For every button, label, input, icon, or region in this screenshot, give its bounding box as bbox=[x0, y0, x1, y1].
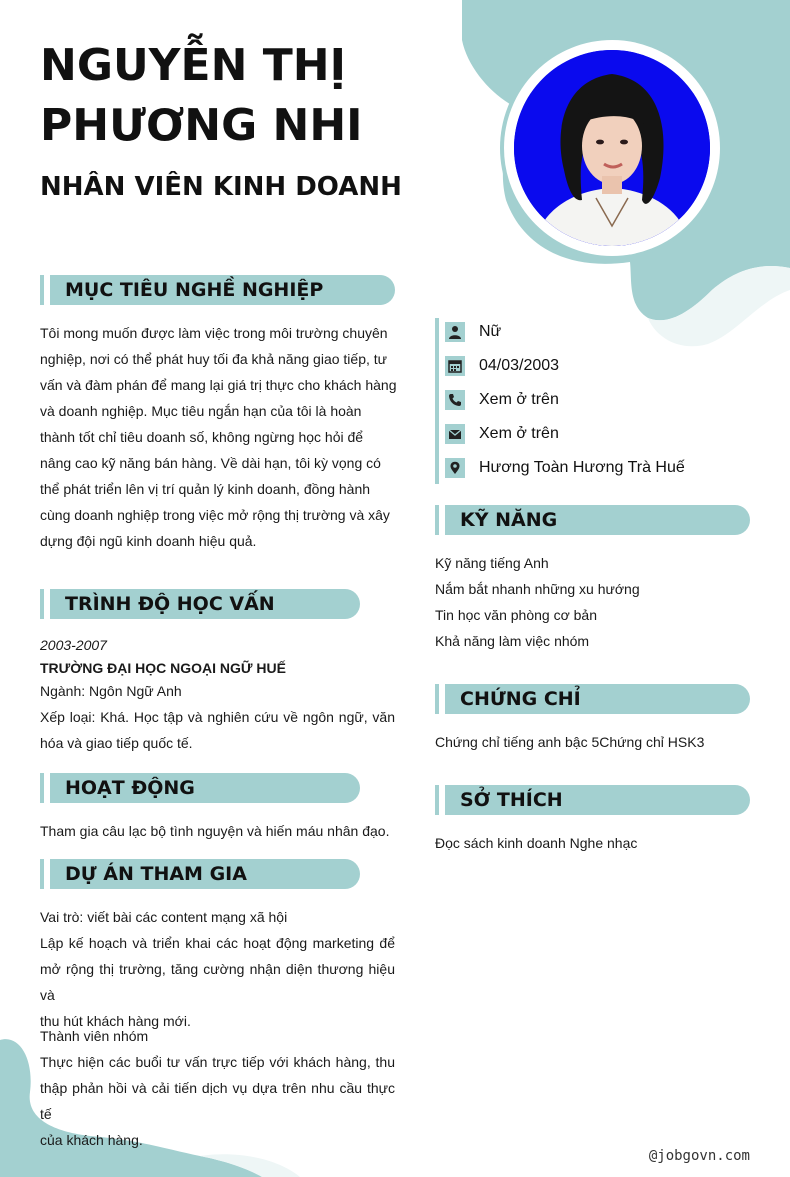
project-entry bbox=[40, 1023, 395, 1153]
skill-item: Khả năng làm việc nhóm bbox=[435, 633, 590, 649]
info-gender-value: Nữ bbox=[479, 323, 502, 340]
skills-list bbox=[435, 550, 755, 654]
objective-line: thành tốt chỉ tiêu doanh số, không ngừng học hỏi để bbox=[40, 429, 364, 445]
education-years: 2003-2007 bbox=[40, 637, 107, 653]
education-grade-line: hóa và giao tiếp quốc tế. bbox=[40, 735, 193, 751]
skill-item: Nắm bắt nhanh những xu hướng bbox=[435, 581, 640, 597]
info-address-value: Hương Toàn Hương Trà Huế bbox=[479, 459, 685, 476]
project-line: của khách hàng. bbox=[40, 1132, 143, 1148]
info-birthdate-value: 04/03/2003 bbox=[479, 357, 560, 374]
info-gender bbox=[445, 320, 501, 344]
certificates-heading bbox=[445, 684, 750, 714]
project-role: Vai trò: viết bài các content mạng xã hội bbox=[40, 909, 288, 925]
objective-line: nghiệp, nơi có thể phát huy tối đa khả năng giao tiếp, tư bbox=[40, 351, 388, 367]
name-line-1: NGUYỄN THỊ bbox=[40, 40, 346, 91]
info-birthdate bbox=[445, 354, 559, 378]
objective-heading bbox=[50, 275, 395, 305]
watermark: @jobgovn.com bbox=[648, 1148, 750, 1164]
skill-item: Tin học văn phòng cơ bản bbox=[435, 607, 597, 623]
skills-heading bbox=[445, 505, 750, 535]
project-line: Lập kế hoạch và triển khai các hoạt động marketing để bbox=[40, 935, 395, 951]
profile-photo bbox=[514, 50, 710, 246]
info-phone bbox=[445, 388, 559, 412]
info-email-value: Xem ở trên bbox=[479, 425, 559, 442]
education-grade-line: Xếp loại: Khá. Học tập và nghiên cứu về ngôn ngữ, văn bbox=[40, 709, 395, 725]
calendar-icon bbox=[445, 356, 465, 376]
location-icon bbox=[445, 458, 465, 478]
person-icon bbox=[445, 322, 465, 342]
info-phone-value: Xem ở trên bbox=[479, 391, 559, 408]
objective-line: và doanh nghiệp. Mục tiêu ngắn hạn của tôi là hoàn bbox=[40, 403, 362, 419]
name-line-2: PHƯƠNG NHI bbox=[40, 100, 363, 151]
objective-line: nâng cao kỹ năng bán hàng. Về dài hạn, tôi kỳ vọng có bbox=[40, 455, 381, 471]
activities-title: HOẠT ĐỘNG bbox=[65, 777, 195, 799]
hobbies-title: SỞ THÍCH bbox=[460, 789, 563, 811]
info-address bbox=[445, 456, 685, 480]
objective-text bbox=[40, 320, 400, 554]
education-title: TRÌNH ĐỘ HỌC VẤN bbox=[65, 593, 275, 615]
objective-line: vấn và đàm phán để mang lại giá trị thực cho khách hàng bbox=[40, 377, 397, 393]
project-line: thập phản hồi và cải tiến dịch vụ dựa trên nhu cầu thực tế bbox=[40, 1080, 395, 1122]
skill-item: Kỹ năng tiếng Anh bbox=[435, 555, 549, 571]
education-heading bbox=[50, 589, 360, 619]
education-school: TRƯỜNG ĐẠI HỌC NGOẠI NGỮ HUẾ bbox=[40, 660, 286, 676]
projects-title: DỰ ÁN THAM GIA bbox=[65, 863, 247, 885]
candidate-name bbox=[40, 36, 460, 156]
project-role: Thành viên nhóm bbox=[40, 1028, 149, 1044]
activities-heading bbox=[50, 773, 360, 803]
activities-text: Tham gia câu lạc bộ tình nguyện và hiến máu nhân đạo. bbox=[40, 823, 390, 839]
objective-line: thể phát triển lên vị trí quản lý kinh doanh, đồng hành bbox=[40, 481, 371, 497]
personal-info bbox=[435, 318, 755, 484]
objective-line: cùng doanh nghiệp trong việc mở rộng thị trường và xây bbox=[40, 507, 390, 523]
project-entry bbox=[40, 904, 395, 1034]
objective-title: MỤC TIÊU NGHỀ NGHIỆP bbox=[65, 279, 324, 301]
skills-title: KỸ NĂNG bbox=[460, 509, 558, 531]
objective-line: Tôi mong muốn được làm việc trong môi trường chuyên bbox=[40, 325, 388, 341]
hobbies-text: Đọc sách kinh doanh Nghe nhạc bbox=[435, 835, 638, 851]
portrait-illustration bbox=[514, 50, 710, 246]
objective-line: dựng đội ngũ kinh doanh hiệu quả. bbox=[40, 533, 257, 549]
hobbies-heading bbox=[445, 785, 750, 815]
phone-icon bbox=[445, 390, 465, 410]
profile-photo-frame bbox=[500, 36, 724, 260]
education-major: Ngành: Ngôn Ngữ Anh bbox=[40, 683, 182, 699]
project-line: mở rộng thị trường, tăng cường nhận diện thương hiệu và bbox=[40, 961, 395, 1003]
project-line: thu hút khách hàng mới. bbox=[40, 1013, 191, 1029]
projects-heading bbox=[50, 859, 360, 889]
mail-icon bbox=[445, 424, 465, 444]
project-line: Thực hiện các buổi tư vấn trực tiếp với khách hàng, thu bbox=[40, 1054, 395, 1070]
certificates-text: Chứng chỉ tiếng anh bậc 5Chứng chỉ HSK3 bbox=[435, 734, 705, 750]
job-title: NHÂN VIÊN KINH DOANH bbox=[40, 172, 402, 202]
info-email bbox=[445, 422, 559, 446]
education-entry bbox=[40, 632, 395, 756]
certificates-title: CHỨNG CHỈ bbox=[460, 688, 581, 710]
